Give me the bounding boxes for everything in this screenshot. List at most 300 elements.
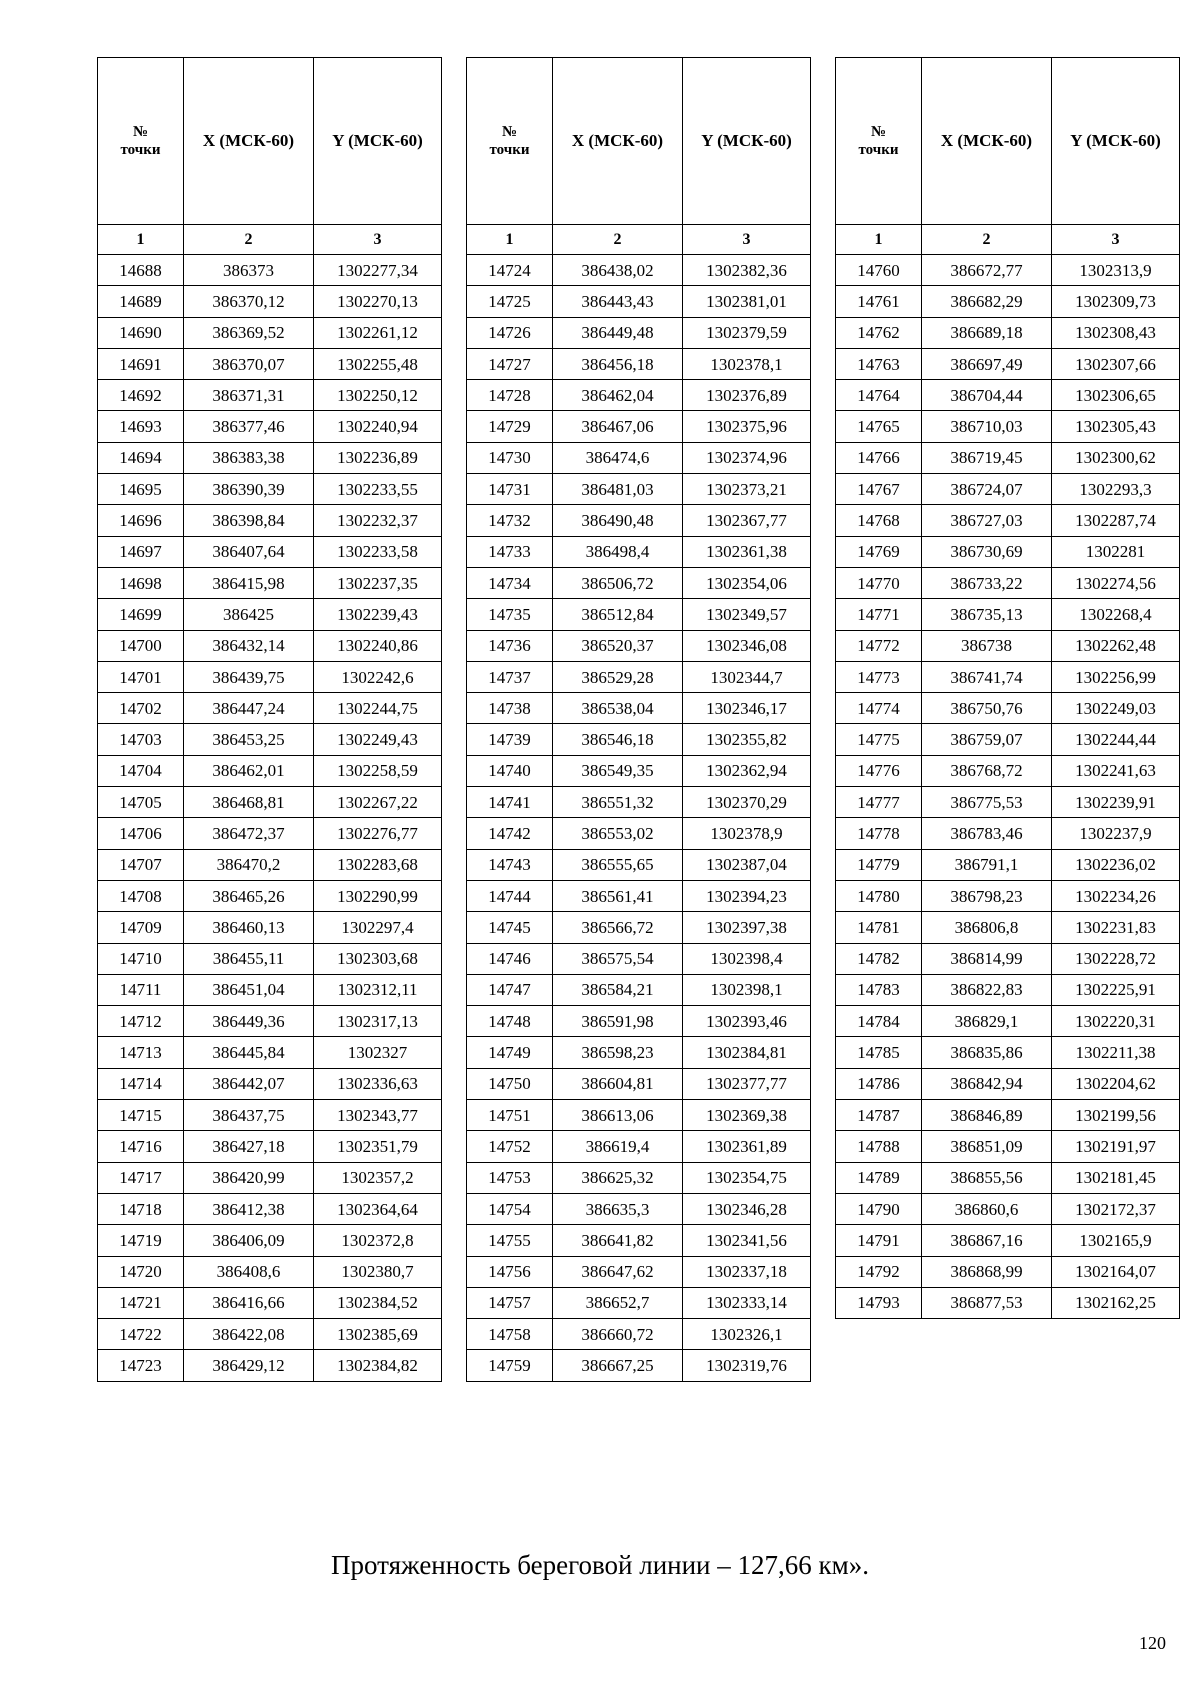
x-coordinate-cell: 386798,23 bbox=[922, 880, 1052, 911]
point-number-cell: 14719 bbox=[98, 1225, 184, 1256]
x-coordinate-cell: 386406,09 bbox=[184, 1225, 314, 1256]
x-coordinate-cell: 386512,84 bbox=[553, 599, 683, 630]
column-number: 1 bbox=[467, 225, 553, 255]
point-number-cell: 14792 bbox=[836, 1256, 922, 1287]
point-number-cell: 14703 bbox=[98, 724, 184, 755]
point-number-cell: 14771 bbox=[836, 599, 922, 630]
x-coordinate-cell: 386445,84 bbox=[184, 1037, 314, 1068]
y-coordinate-cell: 1302319,76 bbox=[683, 1350, 811, 1381]
table-row bbox=[467, 1100, 811, 1131]
point-number-cell: 14746 bbox=[467, 943, 553, 974]
x-coordinate-cell: 386416,66 bbox=[184, 1287, 314, 1318]
table-row bbox=[836, 1225, 1180, 1256]
point-number-cell: 14692 bbox=[98, 380, 184, 411]
point-number-cell: 14767 bbox=[836, 474, 922, 505]
y-coordinate-cell: 1302255,48 bbox=[314, 348, 442, 379]
y-coordinate-cell: 1302394,23 bbox=[683, 880, 811, 911]
y-coordinate-cell: 1302384,52 bbox=[314, 1287, 442, 1318]
table-row bbox=[98, 1162, 442, 1193]
y-coordinate-cell: 1302362,94 bbox=[683, 755, 811, 786]
y-coordinate-cell: 1302242,6 bbox=[314, 661, 442, 692]
table-row bbox=[836, 849, 1180, 880]
x-coordinate-header: X (МСК-60) bbox=[184, 58, 314, 225]
y-coordinate-cell: 1302293,3 bbox=[1052, 474, 1180, 505]
point-number-cell: 14716 bbox=[98, 1131, 184, 1162]
x-coordinate-cell: 386468,81 bbox=[184, 787, 314, 818]
column-number: 3 bbox=[314, 225, 442, 255]
table-row bbox=[467, 1225, 811, 1256]
x-coordinate-cell: 386432,14 bbox=[184, 630, 314, 661]
table-row bbox=[467, 787, 811, 818]
x-coordinate-cell: 386598,23 bbox=[553, 1037, 683, 1068]
table-row bbox=[836, 442, 1180, 473]
table-row bbox=[98, 442, 442, 473]
table-row bbox=[98, 912, 442, 943]
table-row bbox=[98, 411, 442, 442]
y-coordinate-cell: 1302199,56 bbox=[1052, 1100, 1180, 1131]
x-coordinate-cell: 386370,07 bbox=[184, 348, 314, 379]
y-coordinate-cell: 1302274,56 bbox=[1052, 567, 1180, 598]
x-coordinate-cell: 386672,77 bbox=[922, 255, 1052, 286]
table-row bbox=[836, 787, 1180, 818]
y-coordinate-cell: 1302261,12 bbox=[314, 317, 442, 348]
y-coordinate-cell: 1302333,14 bbox=[683, 1287, 811, 1318]
table-row bbox=[836, 1006, 1180, 1037]
table-row bbox=[467, 1256, 811, 1287]
table-row bbox=[98, 1068, 442, 1099]
y-coordinate-cell: 1302309,73 bbox=[1052, 286, 1180, 317]
y-coordinate-cell: 1302398,4 bbox=[683, 943, 811, 974]
y-coordinate-cell: 1302337,18 bbox=[683, 1256, 811, 1287]
point-number-cell: 14789 bbox=[836, 1162, 922, 1193]
point-number-cell: 14695 bbox=[98, 474, 184, 505]
x-coordinate-cell: 386604,81 bbox=[553, 1068, 683, 1099]
point-number-cell: 14757 bbox=[467, 1287, 553, 1318]
point-number-cell: 14694 bbox=[98, 442, 184, 473]
point-word: точки bbox=[489, 142, 530, 158]
point-number-cell: 14763 bbox=[836, 348, 922, 379]
y-coordinate-cell: 1302268,4 bbox=[1052, 599, 1180, 630]
column-number-row bbox=[836, 225, 1180, 255]
table-row bbox=[836, 1287, 1180, 1318]
table-row bbox=[467, 661, 811, 692]
column-number: 2 bbox=[184, 225, 314, 255]
point-number-cell: 14689 bbox=[98, 286, 184, 317]
y-coordinate-cell: 1302220,31 bbox=[1052, 1006, 1180, 1037]
table-row bbox=[836, 505, 1180, 536]
table-row bbox=[836, 474, 1180, 505]
x-coordinate-cell: 386442,07 bbox=[184, 1068, 314, 1099]
table-row bbox=[98, 1287, 442, 1318]
point-number-cell: 14772 bbox=[836, 630, 922, 661]
table-header-row bbox=[836, 58, 1180, 225]
point-number-cell: 14738 bbox=[467, 693, 553, 724]
table-row bbox=[98, 974, 442, 1005]
x-coordinate-cell: 386439,75 bbox=[184, 661, 314, 692]
y-coordinate-cell: 1302346,28 bbox=[683, 1193, 811, 1224]
table-row bbox=[98, 599, 442, 630]
point-number-cell: 14742 bbox=[467, 818, 553, 849]
x-coordinate-cell: 386660,72 bbox=[553, 1319, 683, 1350]
table-row bbox=[836, 567, 1180, 598]
point-number-cell: 14739 bbox=[467, 724, 553, 755]
y-coordinate-cell: 1302397,38 bbox=[683, 912, 811, 943]
y-coordinate-cell: 1302317,13 bbox=[314, 1006, 442, 1037]
table-row bbox=[467, 348, 811, 379]
point-number-cell: 14766 bbox=[836, 442, 922, 473]
table-row bbox=[836, 1037, 1180, 1068]
point-number-header bbox=[836, 58, 922, 225]
x-coordinate-cell: 386427,18 bbox=[184, 1131, 314, 1162]
page-number: 120 bbox=[1139, 1633, 1166, 1653]
table-row bbox=[836, 599, 1180, 630]
x-coordinate-cell: 386768,72 bbox=[922, 755, 1052, 786]
point-number-cell: 14741 bbox=[467, 787, 553, 818]
y-coordinate-cell: 1302346,08 bbox=[683, 630, 811, 661]
x-coordinate-cell: 386591,98 bbox=[553, 1006, 683, 1037]
table-row bbox=[836, 317, 1180, 348]
point-number-cell: 14748 bbox=[467, 1006, 553, 1037]
x-coordinate-cell: 386719,45 bbox=[922, 442, 1052, 473]
table-row bbox=[98, 1037, 442, 1068]
x-coordinate-cell: 386520,37 bbox=[553, 630, 683, 661]
x-coordinate-cell: 386860,6 bbox=[922, 1193, 1052, 1224]
table-row bbox=[467, 1319, 811, 1350]
point-number-cell: 14747 bbox=[467, 974, 553, 1005]
point-number-cell: 14765 bbox=[836, 411, 922, 442]
table-row bbox=[467, 567, 811, 598]
table-row bbox=[98, 380, 442, 411]
point-number-cell: 14783 bbox=[836, 974, 922, 1005]
y-coordinate-header: Y (МСК-60) bbox=[1052, 58, 1180, 225]
point-number-cell: 14754 bbox=[467, 1193, 553, 1224]
y-coordinate-cell: 1302290,99 bbox=[314, 880, 442, 911]
coordinates-table-2 bbox=[466, 57, 811, 1382]
point-number-cell: 14701 bbox=[98, 661, 184, 692]
point-number-cell: 14734 bbox=[467, 567, 553, 598]
table-row bbox=[836, 974, 1180, 1005]
table-row bbox=[98, 348, 442, 379]
x-coordinate-cell: 386373 bbox=[184, 255, 314, 286]
y-coordinate-cell: 1302305,43 bbox=[1052, 411, 1180, 442]
point-number-cell: 14762 bbox=[836, 317, 922, 348]
y-coordinate-cell: 1302312,11 bbox=[314, 974, 442, 1005]
y-coordinate-cell: 1302308,43 bbox=[1052, 317, 1180, 348]
y-coordinate-cell: 1302239,43 bbox=[314, 599, 442, 630]
point-number-cell: 14787 bbox=[836, 1100, 922, 1131]
table-row bbox=[467, 317, 811, 348]
y-coordinate-cell: 1302377,77 bbox=[683, 1068, 811, 1099]
table-row bbox=[98, 630, 442, 661]
x-coordinate-cell: 386735,13 bbox=[922, 599, 1052, 630]
table-row bbox=[836, 1256, 1180, 1287]
point-number-cell: 14704 bbox=[98, 755, 184, 786]
y-coordinate-cell: 1302344,7 bbox=[683, 661, 811, 692]
table-row bbox=[467, 286, 811, 317]
x-coordinate-cell: 386546,18 bbox=[553, 724, 683, 755]
table-row bbox=[98, 880, 442, 911]
x-coordinate-cell: 386730,69 bbox=[922, 536, 1052, 567]
point-number-cell: 14730 bbox=[467, 442, 553, 473]
x-coordinate-cell: 386851,09 bbox=[922, 1131, 1052, 1162]
x-coordinate-cell: 386456,18 bbox=[553, 348, 683, 379]
x-coordinate-cell: 386641,82 bbox=[553, 1225, 683, 1256]
table-row bbox=[836, 630, 1180, 661]
y-coordinate-cell: 1302306,65 bbox=[1052, 380, 1180, 411]
x-coordinate-cell: 386855,56 bbox=[922, 1162, 1052, 1193]
table-row bbox=[467, 880, 811, 911]
x-coordinate-cell: 386791,1 bbox=[922, 849, 1052, 880]
point-number-cell: 14712 bbox=[98, 1006, 184, 1037]
x-coordinate-cell: 386449,48 bbox=[553, 317, 683, 348]
y-coordinate-cell: 1302327 bbox=[314, 1037, 442, 1068]
number-sign: № bbox=[501, 124, 518, 140]
x-coordinate-cell: 386429,12 bbox=[184, 1350, 314, 1381]
x-coordinate-cell: 386383,38 bbox=[184, 442, 314, 473]
number-sign: № bbox=[132, 124, 149, 140]
y-coordinate-cell: 1302378,1 bbox=[683, 348, 811, 379]
y-coordinate-cell: 1302281 bbox=[1052, 536, 1180, 567]
x-coordinate-cell: 386490,48 bbox=[553, 505, 683, 536]
x-coordinate-cell: 386727,03 bbox=[922, 505, 1052, 536]
table-row bbox=[98, 849, 442, 880]
y-coordinate-cell: 1302354,06 bbox=[683, 567, 811, 598]
x-coordinate-cell: 386412,38 bbox=[184, 1193, 314, 1224]
x-coordinate-cell: 386584,21 bbox=[553, 974, 683, 1005]
coordinates-table-1 bbox=[97, 57, 442, 1382]
table-row bbox=[836, 755, 1180, 786]
y-coordinate-cell: 1302162,25 bbox=[1052, 1287, 1180, 1318]
table-row bbox=[98, 724, 442, 755]
table-row bbox=[467, 599, 811, 630]
table-header-row bbox=[467, 58, 811, 225]
point-number-cell: 14786 bbox=[836, 1068, 922, 1099]
column-number-row bbox=[98, 225, 442, 255]
x-coordinate-cell: 386682,29 bbox=[922, 286, 1052, 317]
y-coordinate-cell: 1302349,57 bbox=[683, 599, 811, 630]
x-coordinate-cell: 386470,2 bbox=[184, 849, 314, 880]
table-row bbox=[467, 912, 811, 943]
y-coordinate-cell: 1302346,17 bbox=[683, 693, 811, 724]
point-number-cell: 14764 bbox=[836, 380, 922, 411]
table-row bbox=[467, 411, 811, 442]
y-coordinate-cell: 1302225,91 bbox=[1052, 974, 1180, 1005]
table-row bbox=[98, 755, 442, 786]
point-number-cell: 14755 bbox=[467, 1225, 553, 1256]
x-coordinate-cell: 386566,72 bbox=[553, 912, 683, 943]
table-row bbox=[467, 442, 811, 473]
y-coordinate-cell: 1302228,72 bbox=[1052, 943, 1180, 974]
point-number-cell: 14776 bbox=[836, 755, 922, 786]
x-coordinate-cell: 386529,28 bbox=[553, 661, 683, 692]
y-coordinate-cell: 1302237,35 bbox=[314, 567, 442, 598]
x-coordinate-cell: 386704,44 bbox=[922, 380, 1052, 411]
table-row bbox=[467, 380, 811, 411]
y-coordinate-cell: 1302357,2 bbox=[314, 1162, 442, 1193]
y-coordinate-cell: 1302303,68 bbox=[314, 943, 442, 974]
table-row bbox=[836, 1193, 1180, 1224]
point-number-cell: 14749 bbox=[467, 1037, 553, 1068]
point-number-cell: 14693 bbox=[98, 411, 184, 442]
x-coordinate-cell: 386451,04 bbox=[184, 974, 314, 1005]
table-row bbox=[98, 1100, 442, 1131]
x-coordinate-cell: 386474,6 bbox=[553, 442, 683, 473]
table-row bbox=[467, 474, 811, 505]
point-number-cell: 14761 bbox=[836, 286, 922, 317]
y-coordinate-cell: 1302361,38 bbox=[683, 536, 811, 567]
y-coordinate-cell: 1302233,55 bbox=[314, 474, 442, 505]
x-coordinate-cell: 386420,99 bbox=[184, 1162, 314, 1193]
table-row bbox=[836, 1131, 1180, 1162]
x-coordinate-cell: 386733,22 bbox=[922, 567, 1052, 598]
point-number-cell: 14752 bbox=[467, 1131, 553, 1162]
point-number-cell: 14711 bbox=[98, 974, 184, 1005]
point-number-cell: 14784 bbox=[836, 1006, 922, 1037]
point-number-cell: 14790 bbox=[836, 1193, 922, 1224]
x-coordinate-cell: 386462,04 bbox=[553, 380, 683, 411]
y-coordinate-cell: 1302172,37 bbox=[1052, 1193, 1180, 1224]
column-number: 1 bbox=[836, 225, 922, 255]
point-number-cell: 14779 bbox=[836, 849, 922, 880]
y-coordinate-header: Y (МСК-60) bbox=[683, 58, 811, 225]
x-coordinate-cell: 386689,18 bbox=[922, 317, 1052, 348]
table-row bbox=[98, 1006, 442, 1037]
x-coordinate-cell: 386553,02 bbox=[553, 818, 683, 849]
x-coordinate-cell: 386370,12 bbox=[184, 286, 314, 317]
point-number-cell: 14707 bbox=[98, 849, 184, 880]
table-row bbox=[467, 1193, 811, 1224]
y-coordinate-cell: 1302385,69 bbox=[314, 1319, 442, 1350]
point-number-cell: 14688 bbox=[98, 255, 184, 286]
x-coordinate-cell: 386425 bbox=[184, 599, 314, 630]
x-coordinate-cell: 386575,54 bbox=[553, 943, 683, 974]
table-row bbox=[467, 505, 811, 536]
table-row bbox=[836, 536, 1180, 567]
x-coordinate-cell: 386472,37 bbox=[184, 818, 314, 849]
table-row bbox=[467, 1162, 811, 1193]
x-coordinate-cell: 386481,03 bbox=[553, 474, 683, 505]
table-row bbox=[836, 724, 1180, 755]
x-coordinate-cell: 386741,74 bbox=[922, 661, 1052, 692]
y-coordinate-cell: 1302387,04 bbox=[683, 849, 811, 880]
x-coordinate-cell: 386369,52 bbox=[184, 317, 314, 348]
x-coordinate-cell: 386635,3 bbox=[553, 1193, 683, 1224]
x-coordinate-cell: 386455,11 bbox=[184, 943, 314, 974]
point-number-cell: 14721 bbox=[98, 1287, 184, 1318]
point-number-cell: 14731 bbox=[467, 474, 553, 505]
y-coordinate-cell: 1302211,38 bbox=[1052, 1037, 1180, 1068]
point-number-cell: 14737 bbox=[467, 661, 553, 692]
x-coordinate-cell: 386447,24 bbox=[184, 693, 314, 724]
table-row bbox=[98, 943, 442, 974]
point-number-cell: 14750 bbox=[467, 1068, 553, 1099]
x-coordinate-cell: 386390,39 bbox=[184, 474, 314, 505]
point-number-cell: 14691 bbox=[98, 348, 184, 379]
y-coordinate-cell: 1302232,37 bbox=[314, 505, 442, 536]
point-number-cell: 14697 bbox=[98, 536, 184, 567]
table-row bbox=[467, 1287, 811, 1318]
y-coordinate-cell: 1302262,48 bbox=[1052, 630, 1180, 661]
x-coordinate-cell: 386759,07 bbox=[922, 724, 1052, 755]
y-coordinate-cell: 1302375,96 bbox=[683, 411, 811, 442]
x-coordinate-cell: 386498,4 bbox=[553, 536, 683, 567]
y-coordinate-cell: 1302369,38 bbox=[683, 1100, 811, 1131]
table-row bbox=[467, 1131, 811, 1162]
y-coordinate-cell: 1302341,56 bbox=[683, 1225, 811, 1256]
table-row bbox=[98, 1256, 442, 1287]
x-coordinate-cell: 386377,46 bbox=[184, 411, 314, 442]
table-row bbox=[467, 755, 811, 786]
x-coordinate-cell: 386422,08 bbox=[184, 1319, 314, 1350]
y-coordinate-cell: 1302343,77 bbox=[314, 1100, 442, 1131]
table-row bbox=[836, 348, 1180, 379]
point-number-cell: 14699 bbox=[98, 599, 184, 630]
x-coordinate-cell: 386561,41 bbox=[553, 880, 683, 911]
x-coordinate-cell: 386443,43 bbox=[553, 286, 683, 317]
y-coordinate-cell: 1302361,89 bbox=[683, 1131, 811, 1162]
y-coordinate-cell: 1302336,63 bbox=[314, 1068, 442, 1099]
x-coordinate-cell: 386814,99 bbox=[922, 943, 1052, 974]
table-row bbox=[467, 630, 811, 661]
point-number-cell: 14698 bbox=[98, 567, 184, 598]
y-coordinate-cell: 1302372,8 bbox=[314, 1225, 442, 1256]
table-row bbox=[467, 818, 811, 849]
point-number-cell: 14702 bbox=[98, 693, 184, 724]
table-row bbox=[836, 818, 1180, 849]
y-coordinate-cell: 1302236,89 bbox=[314, 442, 442, 473]
point-number-cell: 14785 bbox=[836, 1037, 922, 1068]
x-coordinate-cell: 386407,64 bbox=[184, 536, 314, 567]
column-number: 3 bbox=[683, 225, 811, 255]
y-coordinate-cell: 1302256,99 bbox=[1052, 661, 1180, 692]
y-coordinate-cell: 1302165,9 bbox=[1052, 1225, 1180, 1256]
y-coordinate-cell: 1302270,13 bbox=[314, 286, 442, 317]
y-coordinate-cell: 1302364,64 bbox=[314, 1193, 442, 1224]
point-number-cell: 14709 bbox=[98, 912, 184, 943]
x-coordinate-cell: 386710,03 bbox=[922, 411, 1052, 442]
point-number-cell: 14768 bbox=[836, 505, 922, 536]
point-number-cell: 14745 bbox=[467, 912, 553, 943]
point-number-cell: 14753 bbox=[467, 1162, 553, 1193]
x-coordinate-cell: 386775,53 bbox=[922, 787, 1052, 818]
point-number-cell: 14751 bbox=[467, 1100, 553, 1131]
y-coordinate-cell: 1302244,75 bbox=[314, 693, 442, 724]
table-row bbox=[98, 567, 442, 598]
y-coordinate-cell: 1302234,26 bbox=[1052, 880, 1180, 911]
point-number-cell: 14723 bbox=[98, 1350, 184, 1381]
table-row bbox=[836, 693, 1180, 724]
point-number-cell: 14726 bbox=[467, 317, 553, 348]
column-number: 1 bbox=[98, 225, 184, 255]
point-number-cell: 14781 bbox=[836, 912, 922, 943]
table-row bbox=[98, 1350, 442, 1381]
x-coordinate-cell: 386842,94 bbox=[922, 1068, 1052, 1099]
y-coordinate-cell: 1302384,82 bbox=[314, 1350, 442, 1381]
x-coordinate-cell: 386551,32 bbox=[553, 787, 683, 818]
y-coordinate-cell: 1302276,77 bbox=[314, 818, 442, 849]
point-number-cell: 14720 bbox=[98, 1256, 184, 1287]
point-number-cell: 14791 bbox=[836, 1225, 922, 1256]
y-coordinate-cell: 1302374,96 bbox=[683, 442, 811, 473]
x-coordinate-cell: 386465,26 bbox=[184, 880, 314, 911]
x-coordinate-cell: 386750,76 bbox=[922, 693, 1052, 724]
point-number-cell: 14735 bbox=[467, 599, 553, 630]
x-coordinate-cell: 386398,84 bbox=[184, 505, 314, 536]
point-number-cell: 14774 bbox=[836, 693, 922, 724]
x-coordinate-cell: 386846,89 bbox=[922, 1100, 1052, 1131]
point-number-cell: 14718 bbox=[98, 1193, 184, 1224]
point-number-cell: 14733 bbox=[467, 536, 553, 567]
